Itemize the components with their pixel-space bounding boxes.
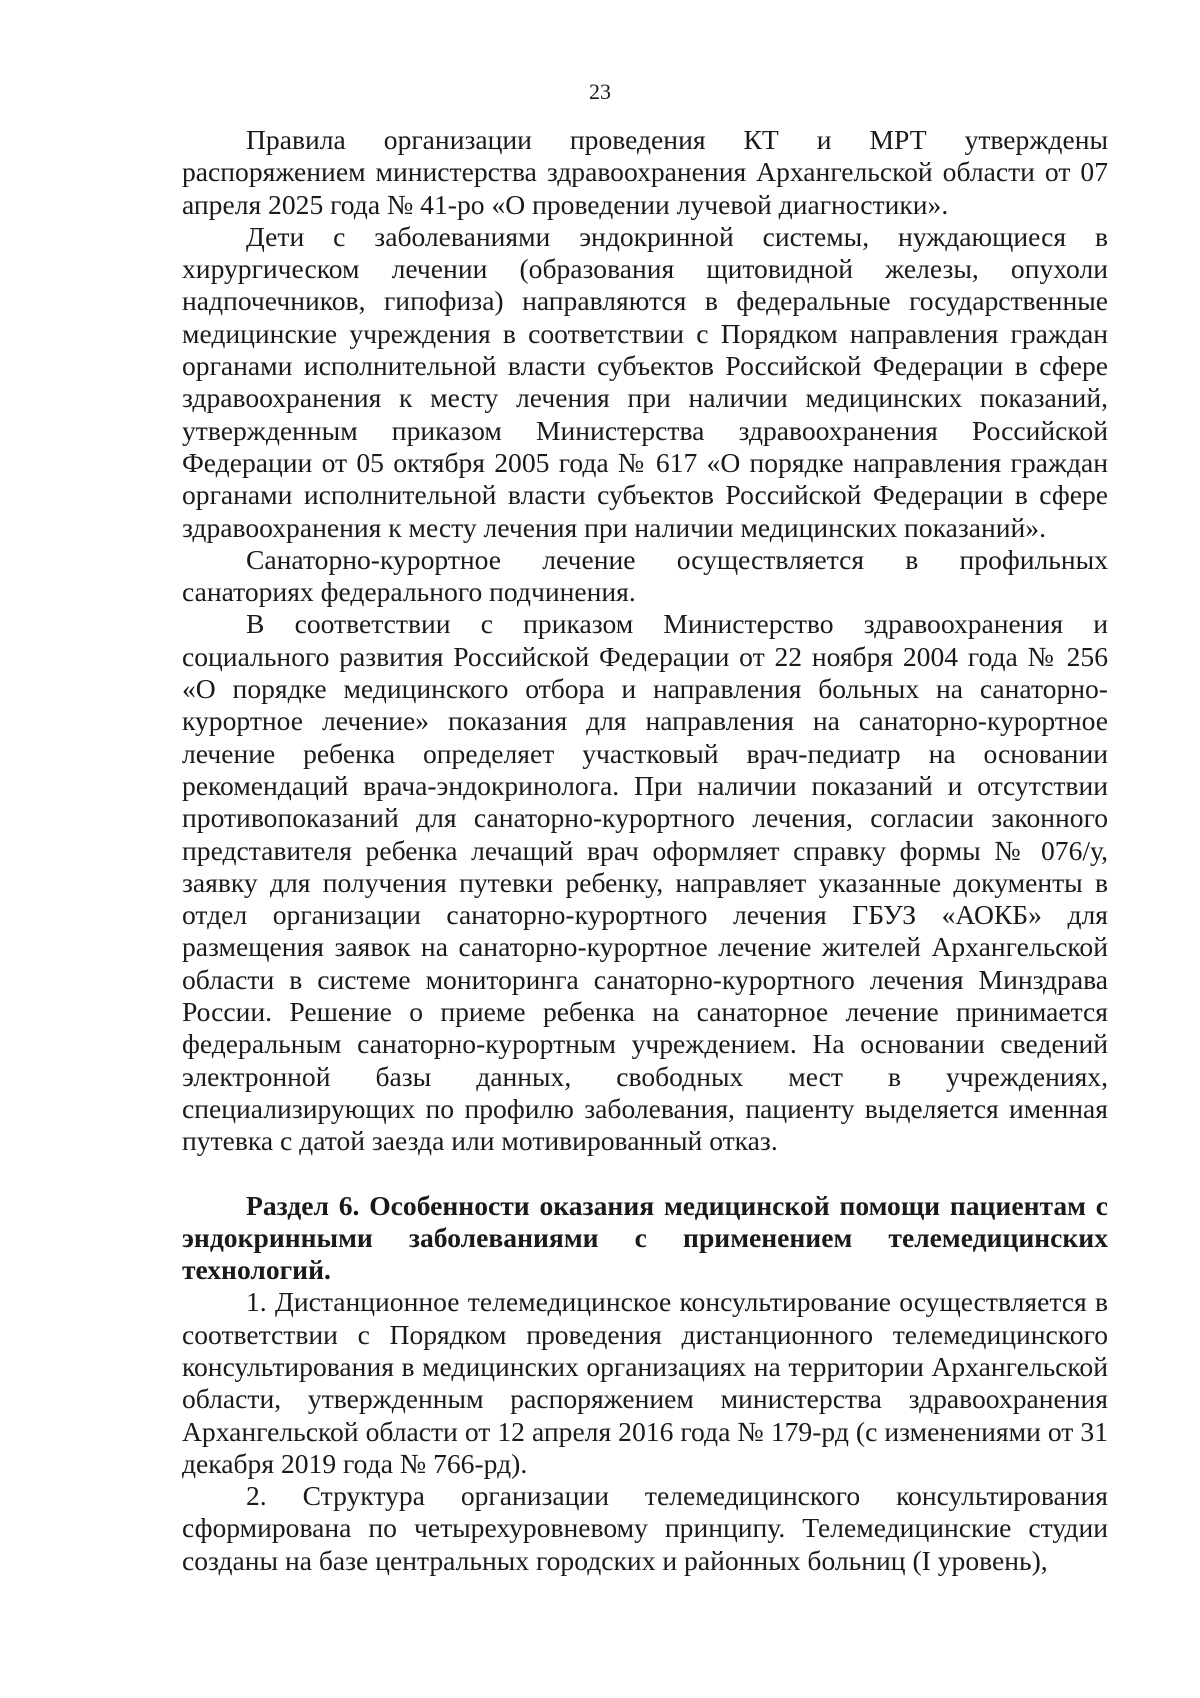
- page-number: 23: [589, 79, 611, 104]
- paragraph-surgical-referral: Дети с заболеваниями эндокринной системы, нуждающиеся в хирургическом лечении (образования щитовидной железы, опухоли надпочечников, гипофиза) направляются в федеральные государственные медицинские учреждения в соответствии с Порядком направления граждан органами исполнительной власти субъектов Российской Федерации в сфере здравоохранения к месту лечения при наличии медицинских показаний, утвержденным приказом Министерства здравоохранения Российской Федерации от 05 октября 2005 года № 617 «О порядке направления граждан органами исполнительной власти субъектов Российской Федерации в сфере здравоохранения к месту лечения при наличии медицинских показаний».: [182, 220, 1108, 543]
- section-6-item-1: 1. Дистанционное телемедицинское консультирование осуществляется в соответствии с Порядком проведения дистанционного телемедицинского консультирования в медицинских организациях на территории Архангельской области, утвержденным распоряжением министерства здравоохранения Архангельской области от 12 апреля 2016 года № 179-рд (с изменениями от 31 декабря 2019 года № 766-рд).: [182, 1286, 1108, 1479]
- section-6-item-2: 2. Структура организации телемедицинского консультирования сформирована по четырехуровневому принципу. Телемедицинские студии созданы на базе центральных городских и районных больниц (I уровень),: [182, 1480, 1108, 1576]
- paragraph-sanatorium-treatment: Санаторно-курортное лечение осуществляется в профильных санаториях федерального подчинения.: [182, 543, 1108, 608]
- section-6-heading: Раздел 6. Особенности оказания медицинской помощи пациентам с эндокринными заболеваниями с применением телемедицинских технологий.: [182, 1189, 1108, 1286]
- paragraph-ct-mri-rules: Правила организации проведения КТ и МРТ утверждены распоряжением министерства здравоохранения Архангельской области от 07 апреля 2025 года № 41-ро «О проведении лучевой диагностики».: [182, 124, 1108, 220]
- paragraph-sanatorium-selection: В соответствии с приказом Министерство здравоохранения и социального развития Российской Федерации от 22 ноября 2004 года № 256 «О порядке медицинского отбора и направления больных на санаторно-курортное лечение» показания для направления на санаторно-курортное лечение ребенка определяет участковый врач-педиатр на основании рекомендаций врача-эндокринолога. При наличии показаний и отсутствии противопоказаний для санаторно-курортного лечения, согласии законного представителя ребенка лечащий врач оформляет справку формы № 076/у, заявку для получения путевки ребенку, направляет указанные документы в отдел организации санаторно-курортного лечения ГБУЗ «АОКБ» для размещения заявок на санаторно-курортное лечение жителей Архангельской области в системе мониторинга санаторно-курортного лечения Минздрава России. Решение о приеме ребенка на санаторное лечение принимается федеральным санаторно-курортным учреждением. На основании сведений электронной базы данных, свободных мест в учреждениях, специализирующих по профилю заболевания, пациенту выделяется именная путевка с датой заезда или мотивированный отказ.: [182, 608, 1108, 1157]
- document-body: [182, 124, 1108, 1577]
